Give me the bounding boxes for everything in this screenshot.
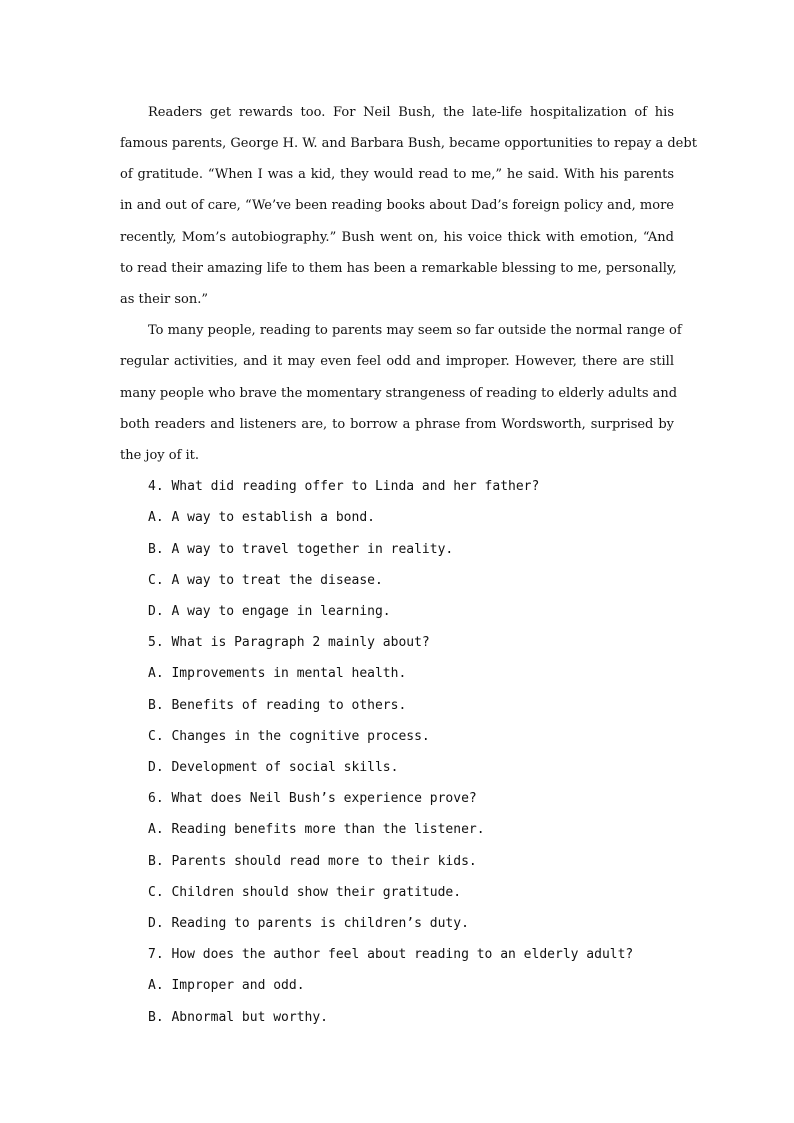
paragraph-1-line-5: recently, Mom’s autobiography.” Bush went on, his voice thick with emotion, “And <box>120 230 674 245</box>
question-5-option-b: B. Benefits of reading to others. <box>148 698 407 713</box>
question-6-option-c: C. Children should show their gratitude. <box>148 885 462 900</box>
question-5-stem: 5. What is Paragraph 2 mainly about? <box>148 635 430 650</box>
question-5-option-c: C. Changes in the cognitive process. <box>148 729 430 744</box>
paragraph-2-line-1: To many people, reading to parents may seem so far outside the normal range of <box>148 323 682 338</box>
question-4-stem: 4. What did reading offer to Linda and her father? <box>148 479 540 494</box>
question-6-option-d: D. Reading to parents is children’s duty. <box>148 916 469 931</box>
question-7-stem: 7. How does the author feel about reading to an elderly adult? <box>148 947 634 962</box>
paragraph-1-line-4: in and out of care, “We’ve been reading books about Dad’s foreign policy and, more <box>120 198 674 213</box>
paragraph-2-line-3: many people who brave the momentary strangeness of reading to elderly adults and <box>120 386 678 401</box>
paragraph-1-line-2: famous parents, George H. W. and Barbara Bush, became opportunities to repay a debt <box>120 136 697 151</box>
paragraph-2-line-5: the joy of it. <box>120 448 200 463</box>
paragraph-2-line-4: both readers and listeners are, to borrow a phrase from Wordsworth, surprised by <box>120 417 674 432</box>
paragraph-1-line-3: of gratitude. “When I was a kid, they would read to me,” he said. With his parents <box>120 167 674 182</box>
question-6-stem: 6. What does Neil Bush’s experience prove? <box>148 791 477 806</box>
question-7-option-a: A. Improper and odd. <box>148 978 305 993</box>
question-4-option-d: D. A way to engage in learning. <box>148 604 391 619</box>
question-4-option-b: B. A way to travel together in reality. <box>148 542 454 557</box>
question-4-option-c: C. A way to treat the disease. <box>148 573 383 588</box>
paragraph-1-line-6: to read their amazing life to them has been a remarkable blessing to me, personally, <box>120 261 677 276</box>
question-6-option-b: B. Parents should read more to their kids. <box>148 854 477 869</box>
paragraph-1-line-1: Readers get rewards too. For Neil Bush, the late-life hospitalization of his <box>148 105 674 120</box>
paragraph-2-line-2: regular activities, and it may even feel odd and improper. However, there are still <box>120 354 674 369</box>
question-5-option-d: D. Development of social skills. <box>148 760 399 775</box>
question-7-option-b: B. Abnormal but worthy. <box>148 1010 329 1025</box>
question-5-option-a: A. Improvements in mental health. <box>148 666 407 681</box>
question-4-option-a: A. A way to establish a bond. <box>148 510 375 525</box>
question-6-option-a: A. Reading benefits more than the listener. <box>148 822 485 837</box>
paragraph-1-line-7: as their son.” <box>120 292 208 307</box>
